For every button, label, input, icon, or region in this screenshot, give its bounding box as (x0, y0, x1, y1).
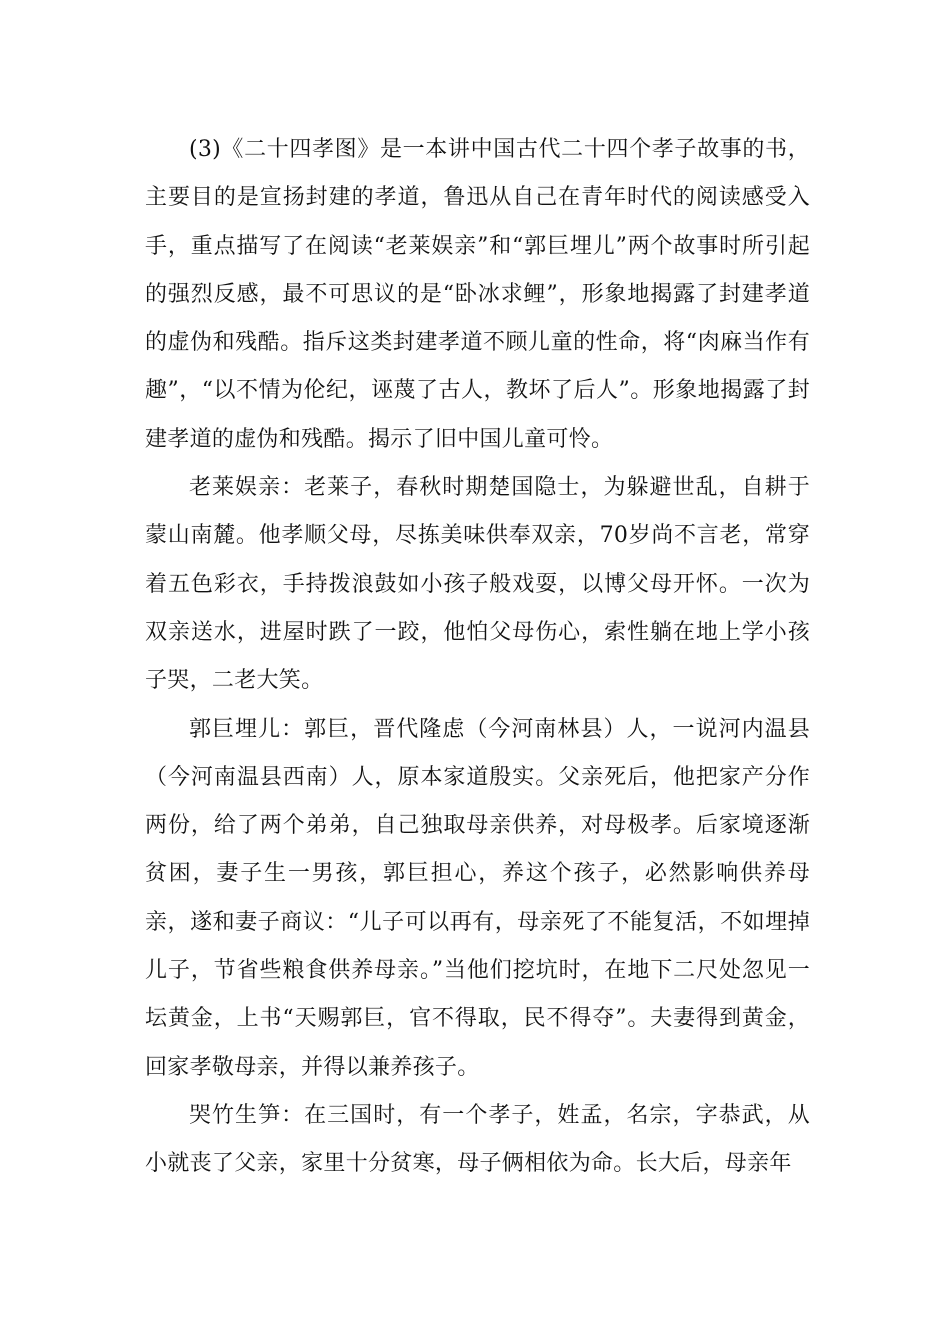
paragraph-guoju-maier: 郭巨埋儿：郭巨，晋代隆虑（今河南林县）人，一说河内温县（今河南温县西南）人，原本家道殷实。父亲死后，他把家产分作两份，给了两个弟弟，自己独取母亲供养，对母极孝。后家境逐渐贫困，妻子生一男孩，郭巨担心，养这个孩子，必然影响供养母亲，遂和妻子商议：“儿子可以再有，母亲死了不能复活，不如埋掉儿子，节省些粮食供养母亲。”当他们挖坑时，在地下二尺处忽见一坛黄金，上书“天赐郭巨，官不得取，民不得夺”。夫妻得到黄金，回家孝敬母亲，并得以兼养孩子。 (145, 716, 810, 1080)
document-body (145, 126, 810, 1189)
paragraph-laolai-yuqin: 老莱娱亲：老莱子，春秋时期楚国隐士，为躲避世乱，自耕于蒙山南麓。他孝顺父母，尽拣美味供奉双亲，70岁尚不言老，常穿着五色彩衣，手持拨浪鼓如小孩子般戏耍，以博父母开怀。一次为双亲送水，进屋时跌了一跤，他怕父母伤心，索性躺在地上学小孩子哭，二老大笑。 (145, 475, 810, 694)
paragraph-intro: (3)《二十四孝图》是一本讲中国古代二十四个孝子故事的书，主要目的是宣扬封建的孝道，鲁迅从自己在青年时代的阅读感受入手，重点描写了在阅读“老莱娱亲”和“郭巨埋儿”两个故事时所引起的强烈反感，最不可思议的是“卧冰求鲤”，形象地揭露了封建孝道的虚伪和残酷。指斥这类封建孝道不顾儿童的性命，将“肉麻当作有趣”，“以不情为伦纪，诬蔑了古人，教坏了后人”。形象地揭露了封建孝道的虚伪和残酷。揭示了旧中国儿童可怜。 (145, 137, 810, 452)
paragraph-kuzhu-shengsun: 哭竹生笋：在三国时，有一个孝子，姓孟，名宗，字恭武，从小就丧了父亲，家里十分贫寒，母子俩相依为命。长大后，母亲年 (145, 1102, 810, 1177)
